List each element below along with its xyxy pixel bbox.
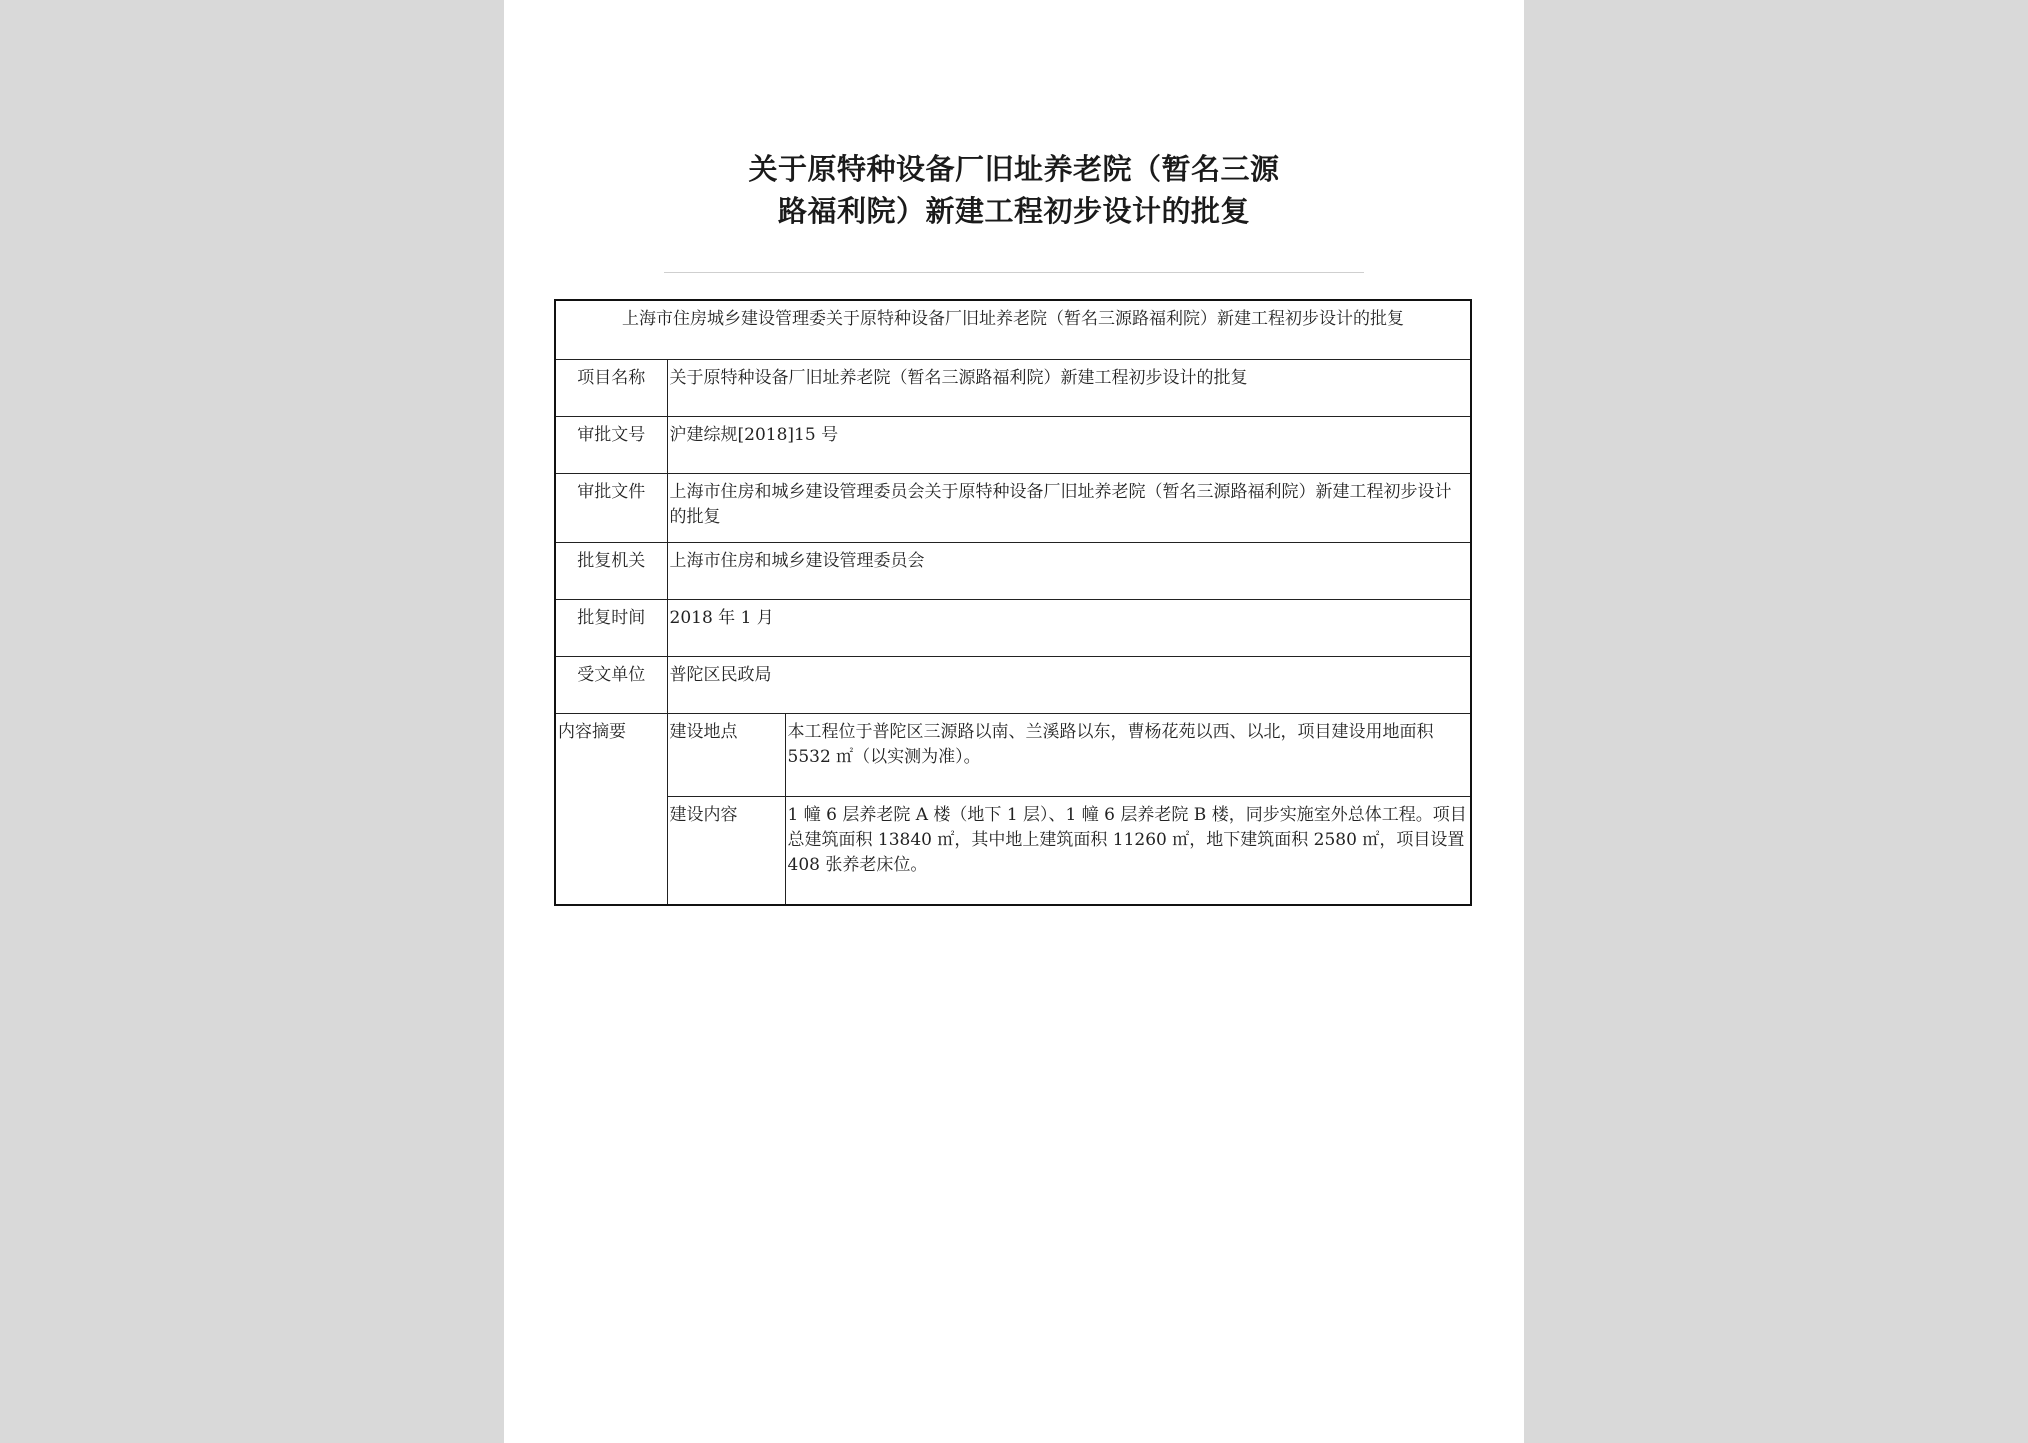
- row-value-project-name: 关于原特种设备厂旧址养老院（暂名三源路福利院）新建工程初步设计的批复: [667, 360, 1471, 417]
- summary-value-content: 1 幢 6 层养老院 A 楼（地下 1 层）、1 幢 6 层养老院 B 楼，同步实施室外总体工程。项目总建筑面积 13840 ㎡，其中地上建筑面积 11260 ㎡，地下建筑面积 2580 ㎡，项目设置 408 张养老床位。: [785, 797, 1471, 906]
- row-label-project-name: 项目名称: [555, 360, 667, 417]
- table-row: [555, 797, 1471, 906]
- title-divider: [664, 272, 1364, 273]
- summary-sublabel-content: 建设内容: [667, 797, 785, 906]
- summary-label: 内容摘要: [555, 714, 667, 906]
- row-label-approval-document: 审批文件: [555, 474, 667, 543]
- title-line-1: 关于原特种设备厂旧址养老院（暂名三源: [748, 152, 1280, 186]
- summary-value-location: 本工程位于普陀区三源路以南、兰溪路以东，曹杨花苑以西、以北，项目建设用地面积 5532 ㎡（以实测为准）。: [785, 714, 1471, 797]
- table-header: 上海市住房城乡建设管理委关于原特种设备厂旧址养老院（暂名三源路福利院）新建工程初步设计的批复: [555, 300, 1471, 360]
- document-page: [504, 0, 1524, 1443]
- row-value-approval-number: 沪建综规[2018]15 号: [667, 417, 1471, 474]
- table-row: [555, 360, 1471, 417]
- table-row: [555, 417, 1471, 474]
- table-row: [555, 543, 1471, 600]
- document-title: [504, 148, 1524, 232]
- table-row: [555, 714, 1471, 797]
- row-label-approval-date: 批复时间: [555, 600, 667, 657]
- table-row: [555, 657, 1471, 714]
- row-label-approving-authority: 批复机关: [555, 543, 667, 600]
- table-row: [555, 600, 1471, 657]
- title-line-2: 路福利院）新建工程初步设计的批复: [777, 194, 1250, 228]
- row-value-approving-authority: 上海市住房和城乡建设管理委员会: [667, 543, 1471, 600]
- summary-sublabel-location: 建设地点: [667, 714, 785, 797]
- table-row: [555, 474, 1471, 543]
- row-value-recipient: 普陀区民政局: [667, 657, 1471, 714]
- row-label-recipient: 受文单位: [555, 657, 667, 714]
- row-value-approval-date: 2018 年 1 月: [667, 600, 1471, 657]
- approval-info-table: [554, 299, 1472, 906]
- row-value-approval-document: 上海市住房和城乡建设管理委员会关于原特种设备厂旧址养老院（暂名三源路福利院）新建工程初步设计的批复: [667, 474, 1471, 543]
- row-label-approval-number: 审批文号: [555, 417, 667, 474]
